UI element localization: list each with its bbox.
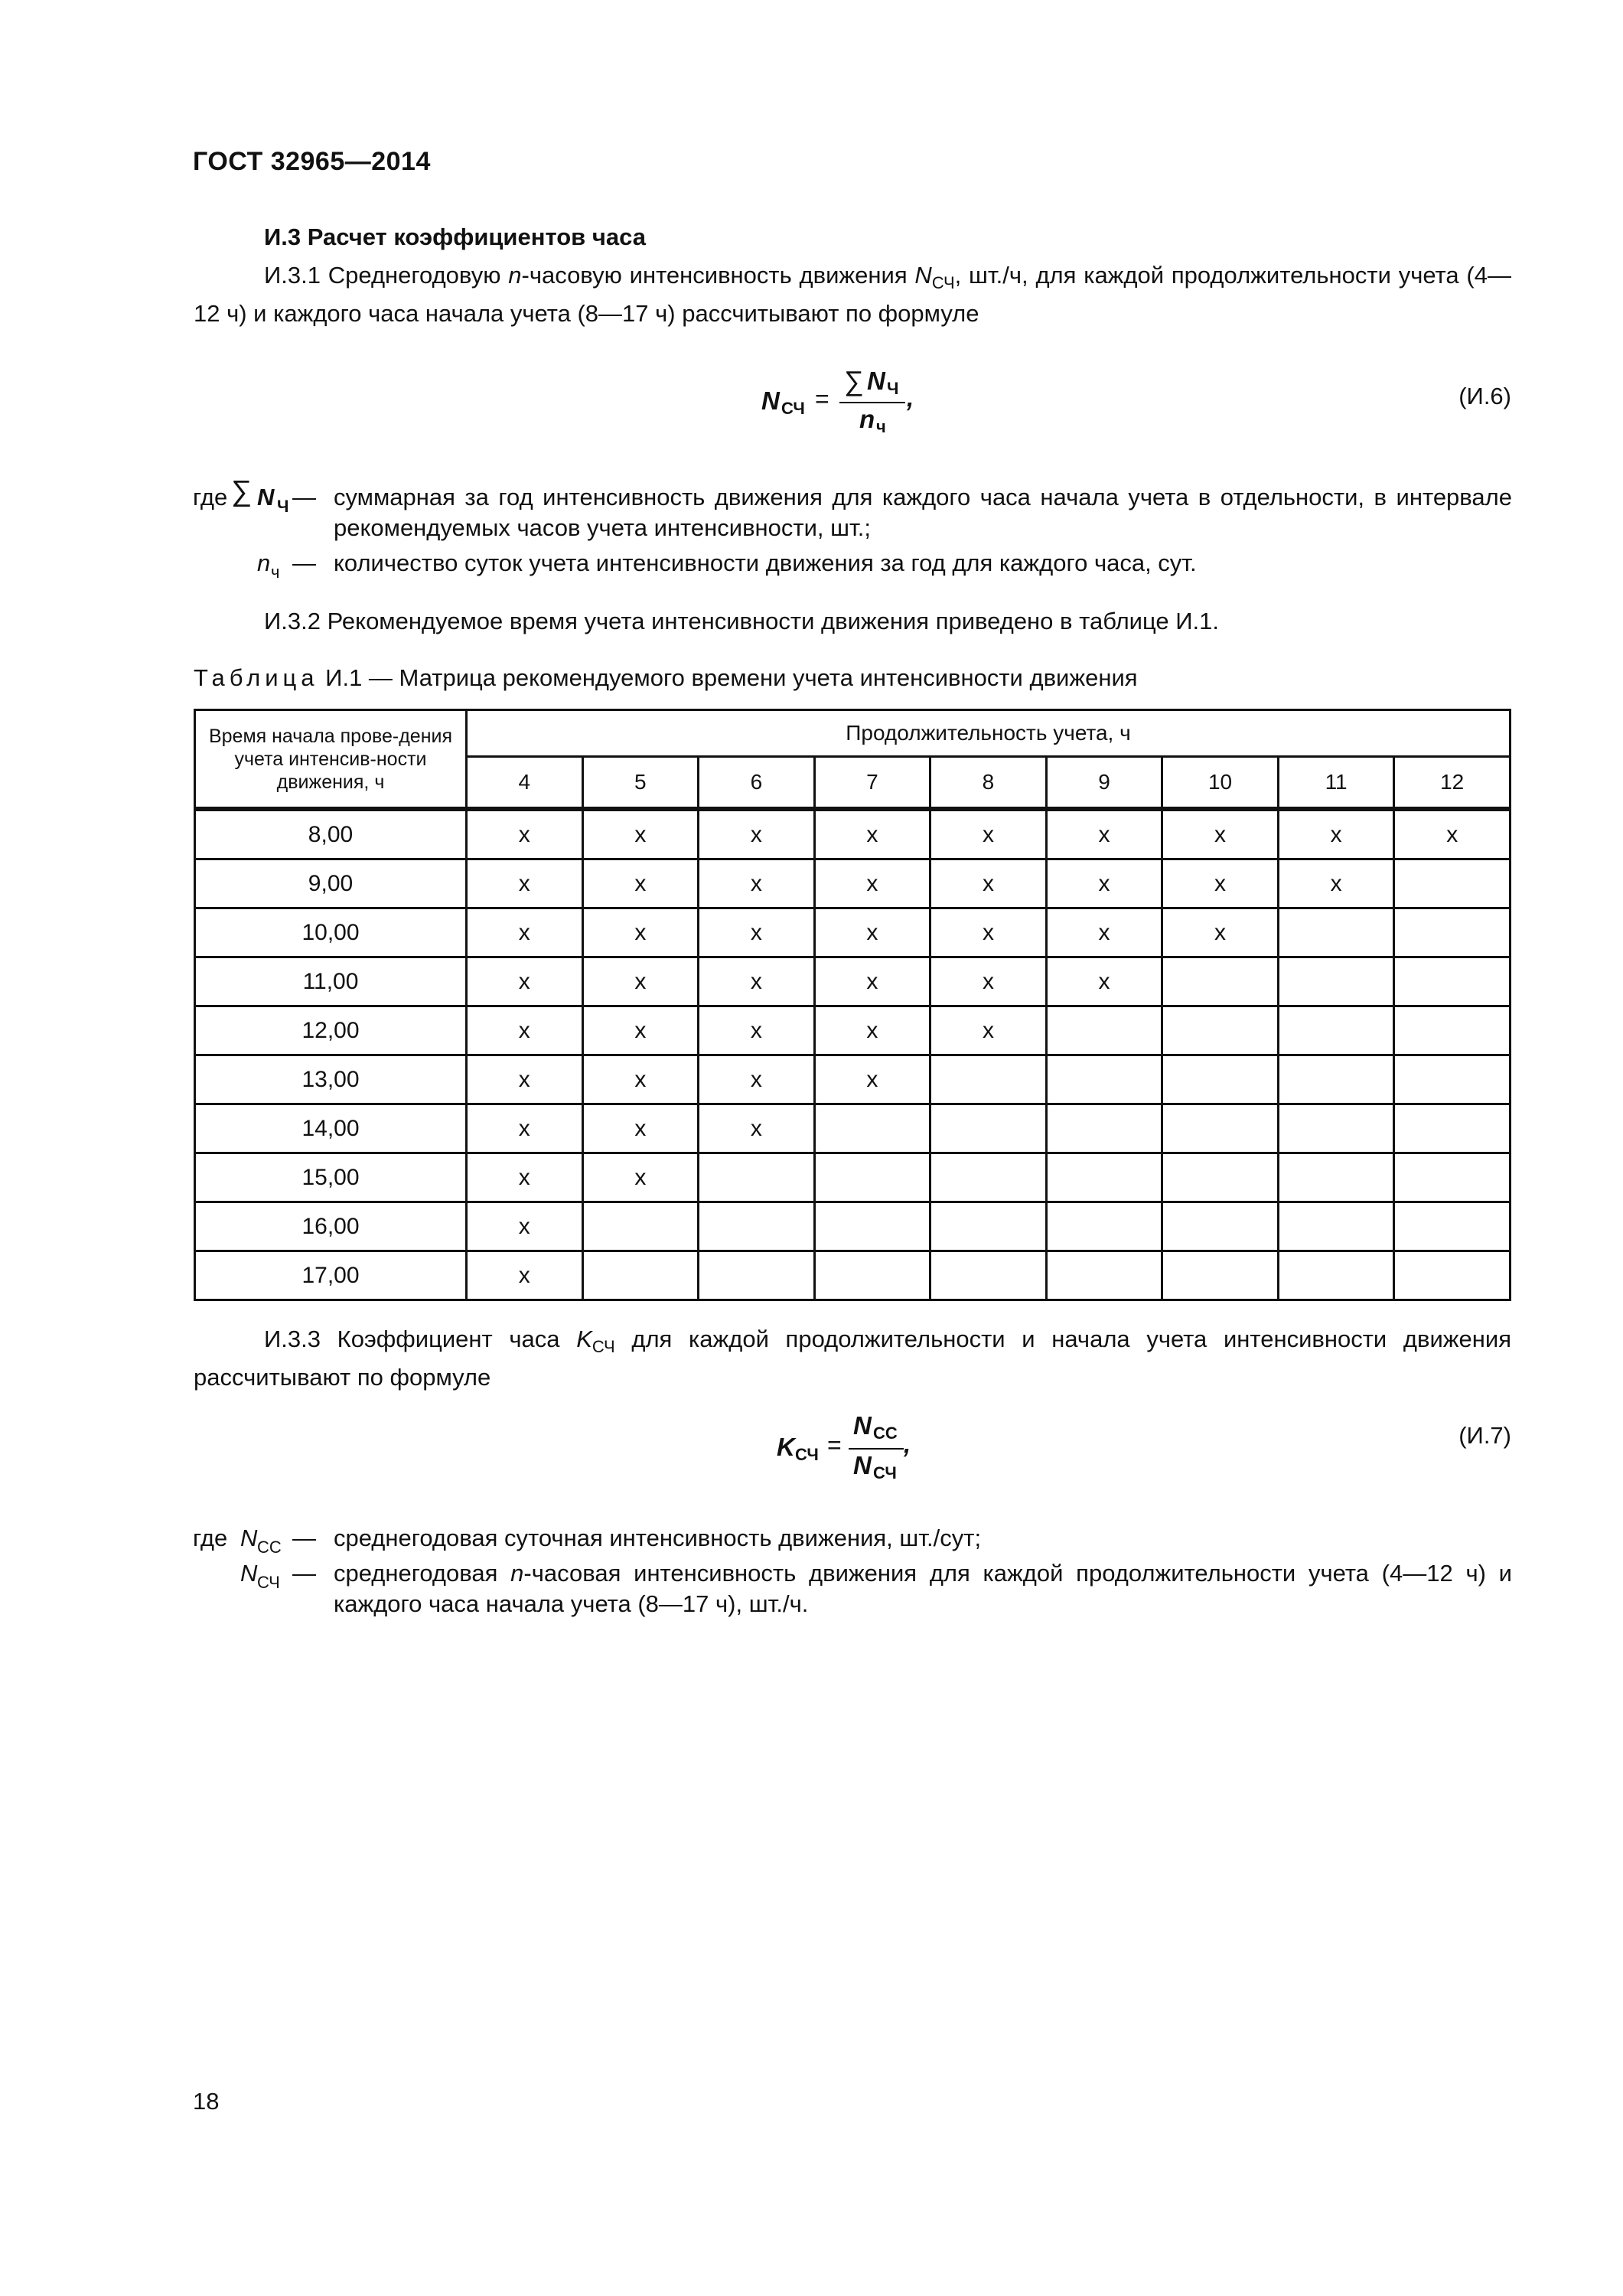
start-time-cell: 15,00: [195, 1153, 467, 1202]
defs7-N1: N: [240, 1525, 258, 1551]
matrix-cell: [1046, 1153, 1162, 1202]
paragraph-i31: [194, 260, 1511, 329]
matrix-cell: х: [467, 1104, 583, 1153]
matrix-cell: [1278, 1202, 1394, 1251]
matrix-cell: [930, 1251, 1047, 1300]
column-header-6: 6: [699, 757, 815, 810]
table-header-row-1: [195, 710, 1511, 757]
page-number: 18: [193, 2088, 220, 2115]
matrix-cell: х: [930, 908, 1047, 957]
defs6-definition-1: суммарная за год интенсивность движения для каждого часа начала учета в отдельности, в интервале рекомендуемых часов учета интенсивности, шт.;: [334, 484, 1512, 541]
defs6-where: где: [193, 484, 228, 510]
defs6-dash-1: —: [292, 484, 316, 510]
table-row: [195, 809, 1511, 859]
matrix-cell: х: [582, 1104, 699, 1153]
matrix-cell: [1046, 1104, 1162, 1153]
start-time-cell: 10,00: [195, 908, 467, 957]
formula6-num-sub: Ч: [887, 379, 899, 398]
matrix-cell: х: [467, 1055, 583, 1104]
defs6-sum-symbol: ∑: [231, 475, 253, 507]
table-row: [195, 1202, 1511, 1251]
p3-text-b: для каждой продолжительности и начала учета интенсивности движения рассчитывают по формуле: [194, 1326, 1511, 1391]
matrix-cell: [814, 1153, 930, 1202]
document-code: ГОСТ 32965—2014: [193, 147, 431, 176]
matrix-cell: [814, 1202, 930, 1251]
formula7-equals: =: [827, 1431, 842, 1459]
matrix-cell: х: [1394, 809, 1511, 859]
defs7-dash-1: —: [292, 1525, 316, 1551]
p3-K-symbol: K: [576, 1326, 592, 1352]
table-row: [195, 908, 1511, 957]
p1-N-subscript: СЧ: [931, 273, 955, 292]
matrix-cell: х: [814, 957, 930, 1006]
matrix-cell: х: [930, 859, 1047, 908]
start-time-cell: 12,00: [195, 1006, 467, 1055]
matrix-cell: [1278, 1251, 1394, 1300]
matrix-cell: [1394, 859, 1511, 908]
matrix-cell: [1394, 1202, 1511, 1251]
defs7-N1-sub: СС: [257, 1538, 282, 1557]
defs7-dash-2: —: [292, 1560, 316, 1587]
matrix-cell: [930, 1202, 1047, 1251]
matrix-cell: х: [814, 1006, 930, 1055]
matrix-cell: [1046, 1006, 1162, 1055]
formula7-fraction-bar: [849, 1448, 904, 1450]
defs6-N: N: [257, 484, 275, 510]
matrix-cell: х: [1162, 809, 1279, 859]
table-body: [195, 710, 1511, 1300]
matrix-cell: [1162, 1104, 1279, 1153]
matrix-cell: х: [699, 1055, 815, 1104]
matrix-cell: [582, 1202, 699, 1251]
row-header-cell: Время начала прове-дения учета интенсив-ности движения, ч: [195, 710, 467, 810]
start-time-cell: 8,00: [195, 809, 467, 859]
column-header-10: 10: [1162, 757, 1279, 810]
matrix-cell: [1278, 1153, 1394, 1202]
matrix-cell: х: [699, 809, 815, 859]
defs6-definition-2: количество суток учета интенсивности движения за год для каждого часа, сут.: [334, 550, 1197, 576]
matrix-cell: х: [699, 1006, 815, 1055]
table-caption-prefix: Таблица: [194, 664, 319, 691]
defs7-text2-b: -часовая интенсивность движения для каждой продолжительности учета (4—12 ч) и каждого часа начала учета (8—17 ч), шт./ч.: [334, 1560, 1512, 1617]
matrix-cell: х: [1046, 957, 1162, 1006]
defs7-N2-sub: СЧ: [257, 1573, 280, 1592]
matrix-cell: х: [1278, 859, 1394, 908]
table-caption: [194, 664, 1138, 692]
matrix-cell: [1162, 1153, 1279, 1202]
p1-text-a: И.3.1 Среднегодовую: [264, 262, 509, 289]
matrix-cell: [1278, 957, 1394, 1006]
matrix-cell: х: [814, 1055, 930, 1104]
defs7-text2-a: среднегодовая: [334, 1560, 511, 1587]
section-title: И.3 Расчет коэффициентов часа: [264, 223, 646, 250]
p3-K-subscript: СЧ: [592, 1337, 615, 1356]
defs7-where: где: [193, 1525, 228, 1551]
matrix-cell: [1394, 957, 1511, 1006]
matrix-cell: х: [1162, 908, 1279, 957]
column-header-5: 5: [582, 757, 699, 810]
defs7-text2-n: n: [510, 1560, 524, 1587]
matrix-cell: х: [467, 1251, 583, 1300]
matrix-cell: [1046, 1251, 1162, 1300]
start-time-cell: 11,00: [195, 957, 467, 1006]
matrix-cell: [1394, 1104, 1511, 1153]
formula6-den-sub: ч: [876, 417, 886, 436]
matrix-cell: х: [467, 1153, 583, 1202]
table-caption-text: И.1 — Матрица рекомендуемого времени учета интенсивности движения: [318, 664, 1138, 691]
matrix-cell: [1162, 1202, 1279, 1251]
matrix-cell: [1046, 1055, 1162, 1104]
matrix-cell: [1278, 908, 1394, 957]
formula-i7: [769, 1408, 937, 1492]
equation-number-i6: (И.6): [1458, 383, 1511, 409]
matrix-cell: [930, 1055, 1047, 1104]
matrix-cell: х: [1046, 859, 1162, 908]
matrix-cell: х: [814, 809, 930, 859]
formula6-num-N: N: [867, 367, 885, 395]
formula6-den-n: n: [859, 405, 875, 433]
matrix-cell: х: [582, 1055, 699, 1104]
matrix-cell: [1394, 1055, 1511, 1104]
matrix-cell: х: [582, 1153, 699, 1202]
matrix-cell: х: [582, 1006, 699, 1055]
matrix-cell: х: [467, 957, 583, 1006]
matrix-cell: [699, 1202, 815, 1251]
matrix-cell: х: [930, 1006, 1047, 1055]
start-time-cell: 14,00: [195, 1104, 467, 1153]
table-row: [195, 1153, 1511, 1202]
matrix-cell: [1278, 1055, 1394, 1104]
formula6-comma: ,: [907, 383, 914, 412]
column-header-4: 4: [467, 757, 583, 810]
p1-n-symbol: n: [508, 262, 522, 289]
formula7-lhs-sub: СЧ: [795, 1445, 819, 1464]
matrix-cell: х: [1046, 809, 1162, 859]
matrix-cell: [1046, 1202, 1162, 1251]
matrix-cell: х: [582, 809, 699, 859]
matrix-cell: х: [467, 859, 583, 908]
matrix-cell: х: [699, 859, 815, 908]
equation-number-i7: (И.7): [1458, 1422, 1511, 1449]
matrix-cell: х: [930, 809, 1047, 859]
formula6-lhs-sub: СЧ: [781, 399, 805, 418]
matrix-cell: х: [467, 1202, 583, 1251]
defs6-dash-2: —: [292, 550, 316, 576]
matrix-cell: [930, 1153, 1047, 1202]
paragraph-i33: [194, 1324, 1511, 1393]
matrix-cell: х: [930, 957, 1047, 1006]
defs6-N-sub: Ч: [277, 497, 289, 516]
column-header-9: 9: [1046, 757, 1162, 810]
defs7-definition-1: среднегодовая суточная интенсивность движения, шт./сут;: [334, 1525, 982, 1551]
formula6-lhs-N: N: [761, 386, 780, 415]
matrix-cell: х: [582, 859, 699, 908]
matrix-cell: [699, 1153, 815, 1202]
matrix-cell: [1278, 1104, 1394, 1153]
column-group-header: Продолжительность учета, ч: [467, 710, 1511, 757]
matrix-cell: [814, 1104, 930, 1153]
matrix-cell: [1394, 1006, 1511, 1055]
formula7-num-N: N: [853, 1411, 872, 1440]
formula7-num-sub: СС: [873, 1424, 898, 1443]
matrix-cell: [582, 1251, 699, 1300]
table-row: [195, 1104, 1511, 1153]
table-row: [195, 1006, 1511, 1055]
p2-text: И.3.2 Рекомендуемое время учета интенсивности движения приведено в таблице И.1.: [264, 608, 1219, 634]
formula-i6: [754, 364, 937, 448]
defs6-n-sub: ч: [271, 563, 280, 582]
matrix-cell: [1162, 1251, 1279, 1300]
matrix-cell: [1162, 1006, 1279, 1055]
matrix-cell: [1394, 908, 1511, 957]
start-time-cell: 9,00: [195, 859, 467, 908]
p3-text-a: И.3.3 Коэффициент часа: [264, 1326, 577, 1352]
matrix-cell: [814, 1251, 930, 1300]
formula7-comma: ,: [904, 1430, 911, 1458]
column-header-12: 12: [1394, 757, 1511, 810]
matrix-cell: х: [467, 908, 583, 957]
formula7-den-sub: СЧ: [873, 1463, 897, 1482]
p1-text-c: , шт./ч, для каждой продолжительности учета (4—12 ч) и каждого часа начала учета (8—17 ч) рассчитывают по формуле: [194, 262, 1511, 327]
matrix-cell: [1278, 1006, 1394, 1055]
matrix-cell: х: [1162, 859, 1279, 908]
matrix-cell: х: [814, 908, 930, 957]
paragraph-i32: [194, 606, 1511, 637]
matrix-cell: [1162, 957, 1279, 1006]
matrix-cell: х: [467, 809, 583, 859]
matrix-cell: [1394, 1251, 1511, 1300]
matrix-cell: х: [1278, 809, 1394, 859]
recommended-time-matrix-table: [194, 709, 1511, 1301]
matrix-cell: х: [699, 1104, 815, 1153]
matrix-cell: [699, 1251, 815, 1300]
formula6-fraction-bar: [839, 402, 905, 403]
matrix-cell: х: [699, 957, 815, 1006]
formula7-lhs-K: K: [777, 1433, 795, 1461]
p1-N-symbol: N: [914, 262, 932, 289]
matrix-cell: [1394, 1153, 1511, 1202]
matrix-cell: х: [582, 957, 699, 1006]
matrix-cell: х: [1046, 908, 1162, 957]
table-row: [195, 1055, 1511, 1104]
formula6-equals: =: [815, 385, 829, 413]
table-row: [195, 859, 1511, 908]
table-row: [195, 1251, 1511, 1300]
matrix-cell: х: [582, 908, 699, 957]
column-header-7: 7: [814, 757, 930, 810]
column-header-11: 11: [1278, 757, 1394, 810]
matrix-cell: х: [814, 859, 930, 908]
formula6-sum-symbol: ∑: [844, 365, 864, 396]
defs7-N2: N: [240, 1560, 258, 1587]
column-header-8: 8: [930, 757, 1047, 810]
defs7-definition-2: [334, 1558, 1512, 1619]
matrix-cell: [1162, 1055, 1279, 1104]
p1-text-b: -часовую интенсивность движения: [521, 262, 915, 289]
matrix-cell: х: [699, 908, 815, 957]
matrix-cell: х: [467, 1006, 583, 1055]
start-time-cell: 16,00: [195, 1202, 467, 1251]
table-row: [195, 957, 1511, 1006]
start-time-cell: 17,00: [195, 1251, 467, 1300]
matrix-cell: [930, 1104, 1047, 1153]
formula7-den-N: N: [853, 1451, 872, 1479]
defs6-n: n: [257, 550, 271, 576]
start-time-cell: 13,00: [195, 1055, 467, 1104]
